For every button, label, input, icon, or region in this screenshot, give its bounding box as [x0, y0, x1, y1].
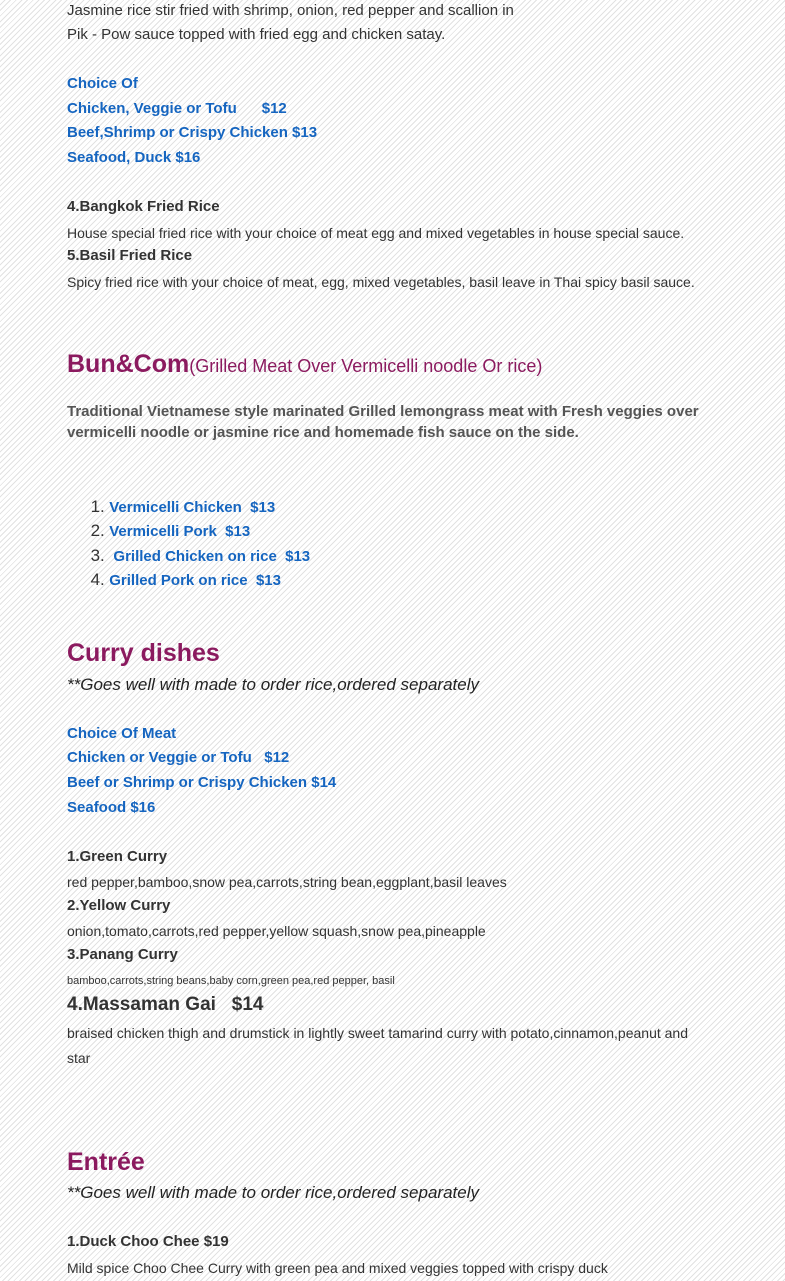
entree-title: Entrée: [67, 1148, 145, 1176]
fried-rice-description-line-2: Pik - Pow sauce topped with fried egg and chicken satay.: [67, 26, 446, 43]
curry-price-seafood: Seafood $16: [67, 799, 156, 816]
curry-price-beef: Beef or Shrimp or Crispy Chicken $14: [67, 774, 337, 791]
list-number: 3.: [90, 546, 105, 565]
list-number: 4.: [90, 570, 105, 589]
list-number: 1.: [90, 497, 105, 516]
menu-item-description: Spicy fried rice with your choice of meat, egg, mixed vegetables, basil leave in Thai spicy basil sauce.: [67, 274, 695, 290]
bun-com-list-item: [47, 552, 281, 608]
fried-rice-choice-title: Choice Of: [67, 75, 138, 92]
fried-rice-price-chicken: Chicken, Veggie or Tofu $12: [67, 100, 287, 117]
list-item-label: Vermicelli Chicken $13: [109, 499, 276, 516]
bun-com-title: Bun&Com: [67, 350, 190, 378]
bun-com-description: Traditional Vietnamese style marinated Grilled lemongrass meat with Fresh veggies over vermicelli noodle or jasmine rice and homemade fish sauce on the side.: [67, 403, 699, 441]
bun-com-subtitle: (Grilled Meat Over Vermicelli noodle Or rice): [189, 356, 543, 376]
menu-item-description: bamboo,carrots,string beans,baby corn,green pea,red pepper, basil: [67, 975, 395, 987]
list-item-label: Grilled Pork on rice $13: [109, 572, 281, 589]
curry-title: Curry dishes: [67, 639, 220, 667]
menu-item-name: 2.Yellow Curry: [67, 897, 171, 914]
entree-note: **Goes well with made to order rice,ordered separately: [67, 1183, 479, 1202]
menu-item-description: braised chicken thigh and drumstick in lightly sweet tamarind curry with potato,cinnamon,peanut and star: [67, 1025, 688, 1066]
fried-rice-price-beef: Beef,Shrimp or Crispy Chicken $13: [67, 124, 318, 141]
menu-item-description: onion,tomato,carrots,red pepper,yellow squash,snow pea,pineapple: [67, 923, 486, 939]
list-number: 2.: [90, 521, 105, 540]
menu-item-name: 5.Basil Fried Rice: [67, 247, 193, 264]
menu-item-name: 3.Panang Curry: [67, 946, 178, 963]
menu-item-description: Mild spice Choo Chee Curry with green pea and mixed veggies topped with crispy duck: [67, 1260, 608, 1276]
menu-item-name: 1.Green Curry: [67, 848, 168, 865]
menu-item-description: House special fried rice with your choice of meat egg and mixed vegetables in house special sauce.: [67, 225, 685, 241]
bun-com-heading: [67, 350, 542, 379]
fried-rice-price-seafood: Seafood, Duck $16: [67, 149, 201, 166]
curry-choice-title: Choice Of Meat: [67, 725, 177, 742]
list-item-label: Grilled Chicken on rice $13: [109, 548, 311, 565]
menu-item-name: 4.Massaman Gai $14: [67, 994, 264, 1015]
curry-price-chicken: Chicken or Veggie or Tofu $12: [67, 749, 290, 766]
list-item-label: Vermicelli Pork $13: [109, 523, 251, 540]
curry-note: **Goes well with made to order rice,ordered separately: [67, 675, 479, 694]
menu-item-name: 1.Duck Choo Chee $19: [67, 1233, 229, 1250]
fried-rice-description-line-1: Jasmine rice stir fried with shrimp, onion, red pepper and scallion in: [67, 2, 514, 19]
menu-item-description: red pepper,bamboo,snow pea,carrots,string bean,eggplant,basil leaves: [67, 874, 507, 890]
menu-item-name: 4.Bangkok Fried Rice: [67, 198, 220, 215]
